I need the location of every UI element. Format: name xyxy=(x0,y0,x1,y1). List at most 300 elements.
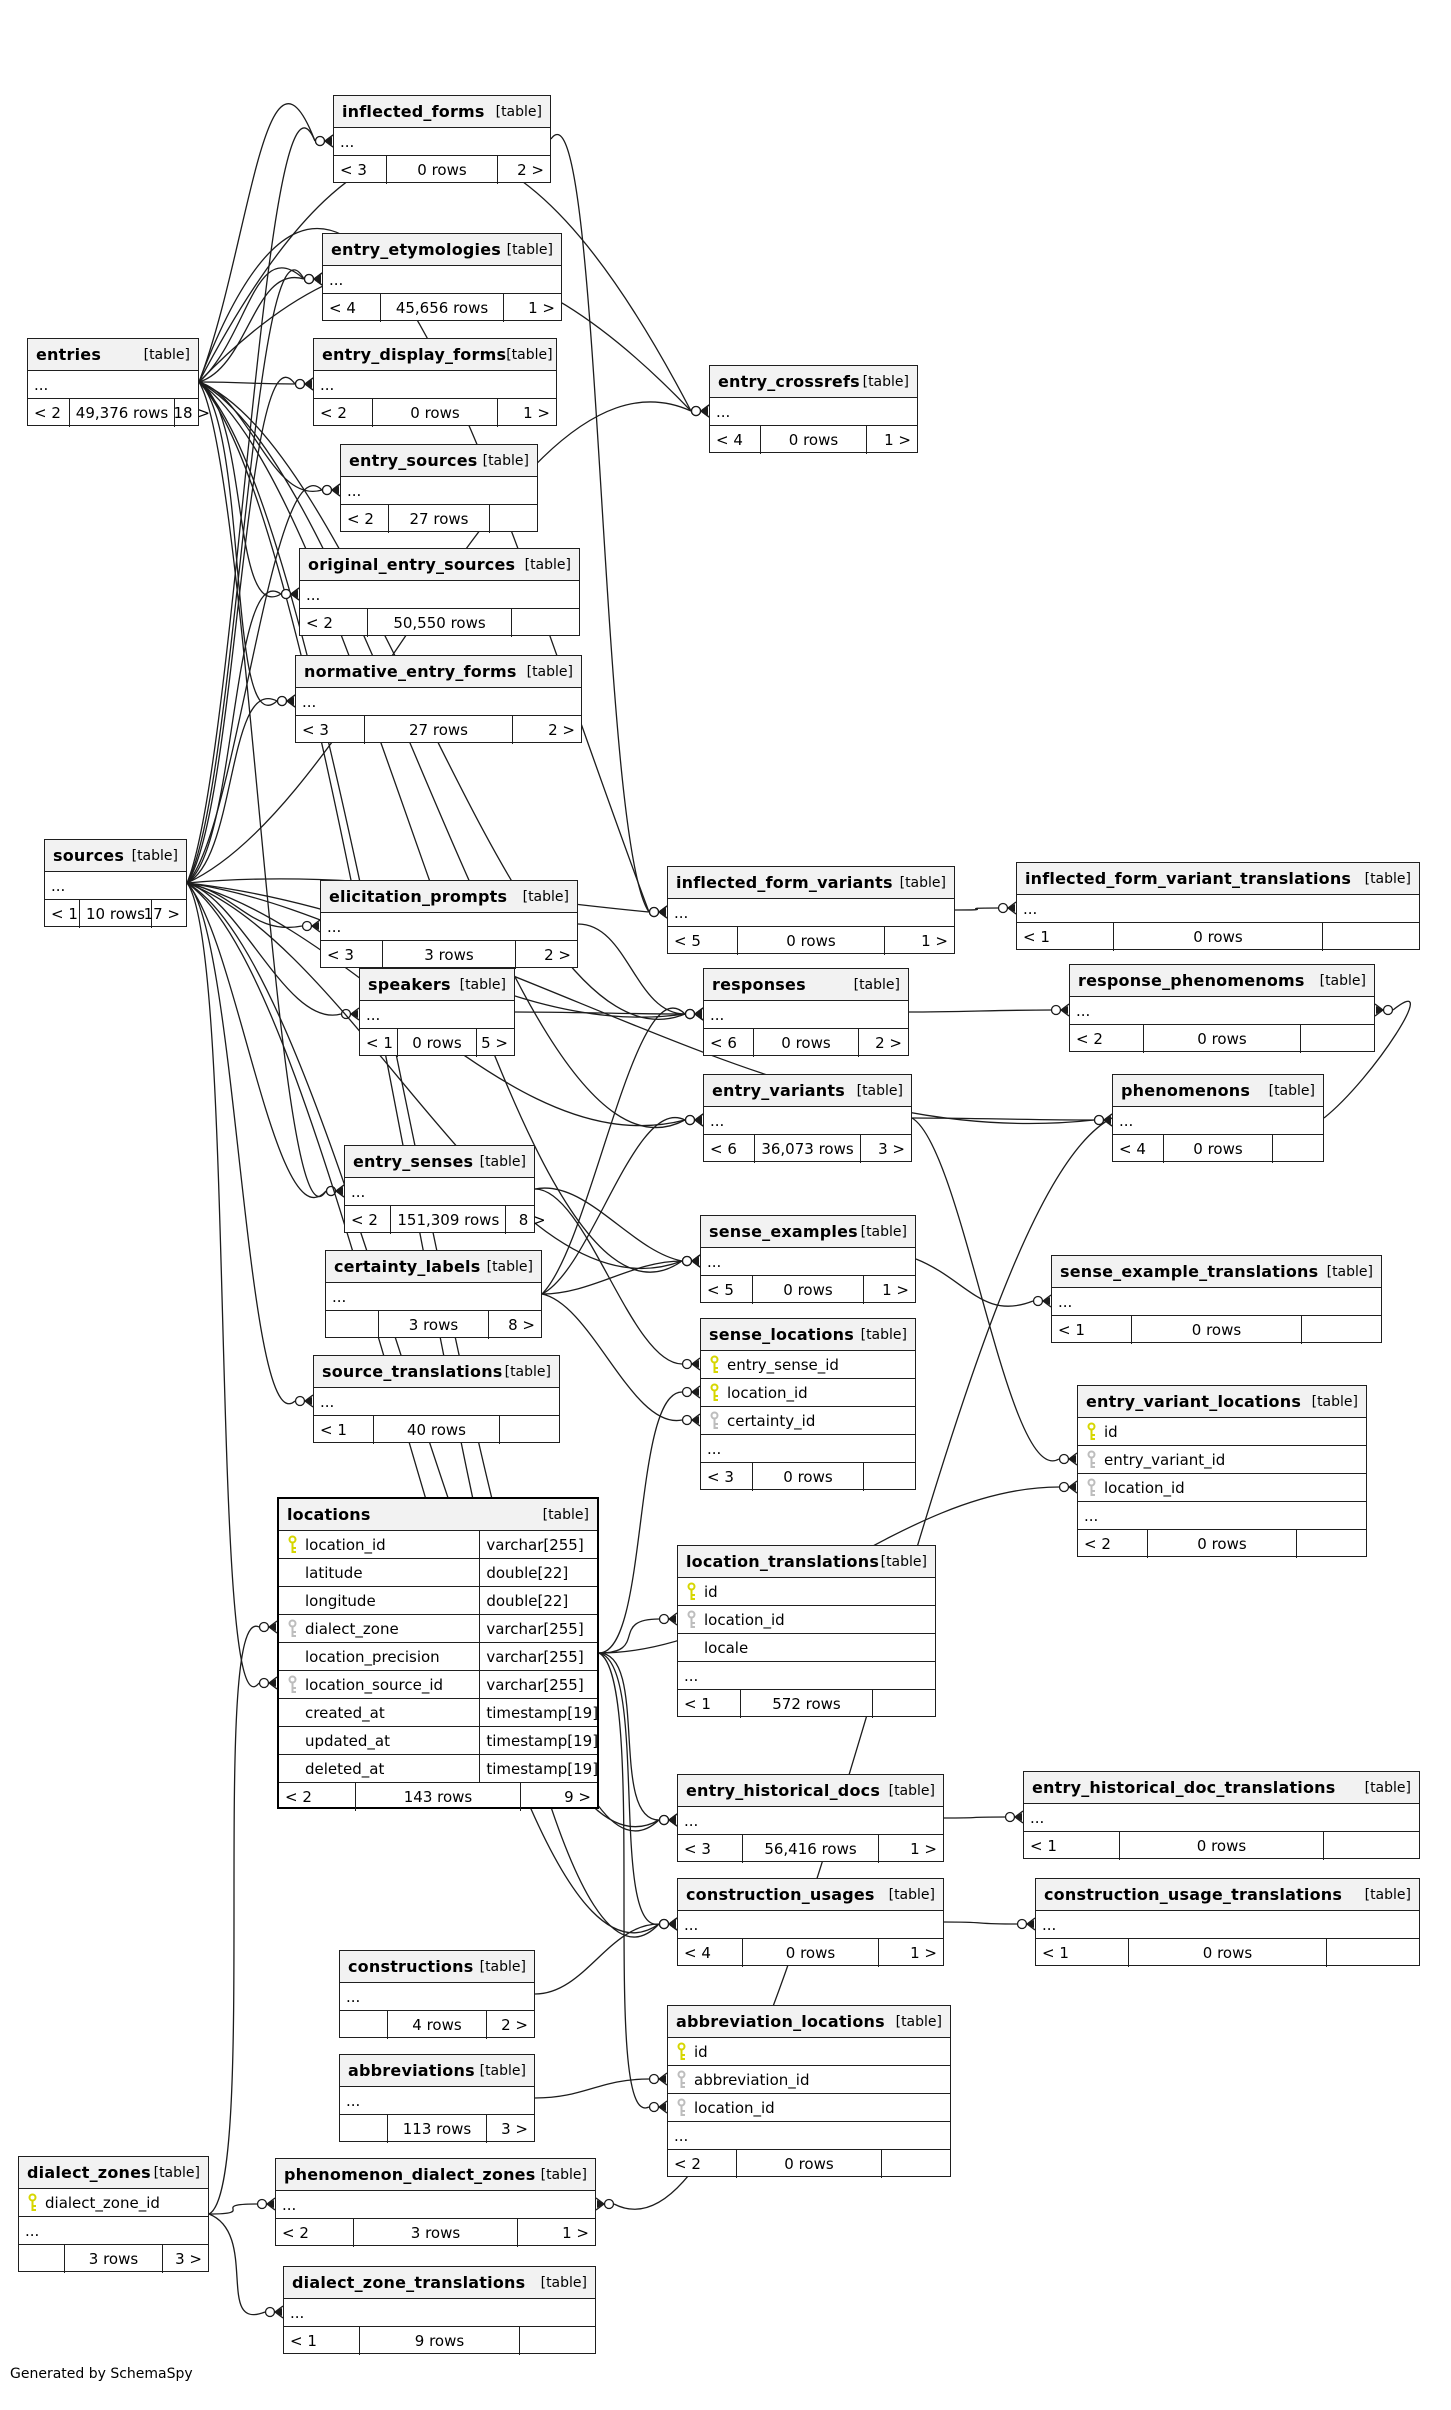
table-header xyxy=(323,234,561,266)
table-entry_historical_doc_translations[interactable] xyxy=(1023,1771,1420,1859)
row-count: 49,376 rows xyxy=(69,399,175,427)
collapsed-columns-indicator: ... xyxy=(704,1107,911,1135)
table-header xyxy=(28,339,198,371)
row-count: 0 rows xyxy=(760,426,868,454)
row-count: 10 rows xyxy=(79,900,152,928)
table-response_phenomenoms[interactable] xyxy=(1069,964,1375,1052)
parent-count xyxy=(340,2115,387,2143)
table-name[interactable]: entry_historical_docs xyxy=(686,1781,881,1800)
table-footer xyxy=(701,1276,915,1304)
child-count xyxy=(864,1463,915,1491)
table-footer xyxy=(334,156,550,184)
column-row-id xyxy=(1078,1418,1366,1446)
parent-count: < 4 xyxy=(1119,1140,1146,1158)
child-count: 3 > xyxy=(501,2120,528,2138)
column-name: location_id xyxy=(694,2098,775,2117)
parent-count: < 1 xyxy=(1058,1321,1085,1339)
table-name[interactable]: speakers xyxy=(368,975,451,994)
table-header xyxy=(1070,965,1374,997)
table-name[interactable]: original_entry_sources xyxy=(308,555,516,574)
table-tag: [table] xyxy=(143,346,190,363)
collapsed-columns-indicator: ... xyxy=(710,398,917,426)
column-name: certainty_id xyxy=(727,1411,816,1430)
relationship-edge-entries-to-normative_entry_forms xyxy=(199,382,295,707)
table-name[interactable]: responses xyxy=(712,975,806,994)
table-header xyxy=(341,445,537,477)
table-tag: [table] xyxy=(526,663,573,680)
table-name[interactable]: normative_entry_forms xyxy=(304,662,517,681)
table-name[interactable]: elicitation_prompts xyxy=(329,887,508,906)
table-tag: [table] xyxy=(862,373,909,390)
collapsed-columns-indicator: ... xyxy=(704,1001,908,1029)
column-row-certainty_id xyxy=(701,1407,915,1435)
foreign-key-icon xyxy=(686,1610,697,1630)
child-count xyxy=(1297,1530,1366,1558)
table-footer xyxy=(1113,1135,1323,1163)
table-phenomenons[interactable] xyxy=(1112,1074,1324,1162)
table-header xyxy=(1113,1075,1323,1107)
table-footer xyxy=(704,1029,908,1057)
primary-key-icon xyxy=(709,1383,720,1403)
table-footer xyxy=(323,294,561,322)
table-tag: [table] xyxy=(856,1082,903,1099)
collapsed-columns-indicator: ... xyxy=(1017,895,1419,923)
relationship-edge-dialect_zones-to-dialect_zone_translations xyxy=(209,2214,283,2318)
column-type: timestamp[19] xyxy=(479,1699,597,1726)
table-tag: [table] xyxy=(1319,972,1366,989)
row-count: 151,309 rows xyxy=(390,1206,506,1234)
table-name[interactable]: abbreviation_locations xyxy=(676,2012,885,2031)
table-name[interactable]: entry_etymologies xyxy=(331,240,501,259)
table-name[interactable]: response_phenomenoms xyxy=(1078,971,1305,990)
table-header xyxy=(1017,863,1419,895)
row-count: 0 rows xyxy=(1113,923,1322,951)
table-name[interactable]: entries xyxy=(36,345,102,364)
table-entry_senses[interactable] xyxy=(344,1145,546,1233)
table-name[interactable]: inflected_form_variants xyxy=(676,873,893,892)
table-entry_crossrefs[interactable] xyxy=(709,365,918,453)
table-name[interactable]: dialect_zones xyxy=(27,2163,151,2182)
table-tag: [table] xyxy=(899,874,946,891)
table-sources[interactable] xyxy=(44,839,187,927)
table-name[interactable]: phenomenons xyxy=(1121,1081,1251,1100)
table-tag: [table] xyxy=(495,103,542,120)
table-header xyxy=(678,1775,943,1807)
primary-key-icon xyxy=(27,2193,38,2213)
row-count: 0 rows xyxy=(736,2150,883,2178)
table-footer xyxy=(321,941,577,969)
row-count: 3 rows xyxy=(382,941,515,969)
child-count: 17 > xyxy=(143,905,180,923)
column-name: id xyxy=(704,1582,718,1601)
table-tag: [table] xyxy=(479,1958,526,1975)
table-footer xyxy=(296,716,581,744)
collapsed-columns-indicator: ... xyxy=(340,2087,534,2115)
collapsed-columns-indicator: ... xyxy=(701,1435,915,1463)
table-footer xyxy=(276,2219,595,2247)
relationship-edge-abbreviations-to-abbreviation_locations xyxy=(535,2073,667,2098)
table-entry_variants[interactable] xyxy=(703,1074,912,1162)
parent-count: < 2 xyxy=(34,404,61,422)
relationship-edge-entry_historical_docs-to-entry_historical_doc_translations xyxy=(944,1811,1023,1823)
parent-count: < 3 xyxy=(707,1468,734,1486)
table-header xyxy=(1036,1879,1419,1911)
table-name[interactable]: inflected_form_variant_translations xyxy=(1025,869,1352,888)
table-inflected_form_variants[interactable] xyxy=(667,866,955,954)
child-count: 5 > xyxy=(481,1034,508,1052)
table-header xyxy=(314,1356,559,1388)
foreign-key-icon xyxy=(676,2070,687,2090)
column-row-id xyxy=(678,1578,935,1606)
row-count: 0 rows xyxy=(1163,1135,1272,1163)
table-footer xyxy=(45,900,186,928)
parent-count: < 3 xyxy=(327,946,354,964)
collapsed-columns-indicator: ... xyxy=(321,913,577,941)
column-name: entry_sense_id xyxy=(727,1355,839,1374)
collapsed-columns-indicator: ... xyxy=(314,1388,559,1416)
column-type: varchar[255] xyxy=(479,1615,597,1642)
table-name[interactable]: phenomenon_dialect_zones xyxy=(284,2165,536,2184)
table-footer xyxy=(326,1311,541,1339)
table-header xyxy=(1078,1386,1366,1418)
table-name[interactable]: location_translations xyxy=(686,1552,880,1571)
collapsed-columns-indicator: ... xyxy=(323,266,561,294)
table-entry_historical_docs[interactable] xyxy=(677,1774,944,1862)
table-dialect_zones[interactable] xyxy=(18,2156,209,2272)
collapsed-columns-indicator: ... xyxy=(300,581,579,609)
collapsed-columns-indicator: ... xyxy=(284,2299,595,2327)
table-tag: [table] xyxy=(522,888,569,905)
table-name[interactable]: constructions xyxy=(348,1957,474,1976)
table-name[interactable]: entry_crossrefs xyxy=(718,372,860,391)
column-name: created_at xyxy=(305,1703,385,1722)
table-tag: [table] xyxy=(1326,1263,1373,1280)
relationship-edge-sources-to-elicitation_prompts xyxy=(187,883,320,932)
table-sense_locations[interactable] xyxy=(700,1318,916,1490)
parent-count xyxy=(340,2011,387,2039)
table-elicitation_prompts[interactable] xyxy=(320,880,578,968)
column-row-locale xyxy=(678,1634,935,1662)
child-count: 3 > xyxy=(878,1140,905,1158)
table-tag: [table] xyxy=(888,1886,935,1903)
table-header xyxy=(45,840,186,872)
table-dialect_zone_translations[interactable] xyxy=(283,2266,596,2354)
parent-count: < 5 xyxy=(707,1281,734,1299)
row-count: 0 rows xyxy=(1147,1530,1297,1558)
table-tag: [table] xyxy=(1364,870,1411,887)
table-sense_examples[interactable] xyxy=(700,1215,916,1303)
table-abbreviations[interactable] xyxy=(339,2054,535,2142)
table-tag: [table] xyxy=(131,847,178,864)
table-locations[interactable] xyxy=(277,1497,599,1809)
column-type: varchar[255] xyxy=(479,1643,597,1670)
table-name[interactable]: abbreviations xyxy=(348,2061,475,2080)
collapsed-columns-indicator: ... xyxy=(45,872,186,900)
table-tag: [table] xyxy=(504,1363,551,1380)
table-original_entry_sources[interactable] xyxy=(299,548,580,636)
table-header xyxy=(296,656,581,688)
table-name[interactable]: entry_historical_doc_translations xyxy=(1032,1778,1336,1797)
parent-count: < 2 xyxy=(285,1788,312,1806)
table-tag: [table] xyxy=(153,2164,200,2181)
column-row-location_id xyxy=(678,1606,935,1634)
parent-count: < 1 xyxy=(51,905,78,923)
table-entry_sources[interactable] xyxy=(340,444,538,532)
child-count: 1 > xyxy=(528,299,555,317)
table-header xyxy=(678,1879,943,1911)
table-name[interactable]: certainty_labels xyxy=(334,1257,481,1276)
table-source_translations[interactable] xyxy=(313,1355,560,1443)
table-header xyxy=(1024,1772,1419,1804)
table-name[interactable]: sense_example_translations xyxy=(1060,1262,1319,1281)
parent-count: < 1 xyxy=(366,1034,393,1052)
table-header xyxy=(279,1499,597,1531)
table-sense_example_translations[interactable] xyxy=(1051,1255,1382,1343)
table-tag: [table] xyxy=(880,1553,927,1570)
column-type: timestamp[19] xyxy=(479,1727,597,1754)
row-count: 27 rows xyxy=(388,505,490,533)
column-type: varchar[255] xyxy=(479,1671,597,1698)
table-tag: [table] xyxy=(1311,1393,1358,1410)
primary-key-icon xyxy=(709,1355,720,1375)
relationship-edge-locations-to-abbreviation_locations xyxy=(599,1653,667,2113)
table-name[interactable]: inflected_forms xyxy=(342,102,485,121)
row-count: 0 rows xyxy=(1143,1025,1301,1053)
table-header xyxy=(345,1146,534,1178)
table-entry_display_forms[interactable] xyxy=(313,338,557,426)
foreign-key-icon xyxy=(287,1619,298,1639)
child-count xyxy=(1302,1316,1381,1344)
column-row-entry_variant_id xyxy=(1078,1446,1366,1474)
table-normative_entry_forms[interactable] xyxy=(295,655,582,743)
parent-count: < 1 xyxy=(684,1695,711,1713)
table-footer xyxy=(300,609,579,637)
row-count: 3 rows xyxy=(64,2245,162,2273)
table-tag: [table] xyxy=(479,2062,526,2079)
primary-key-icon xyxy=(1086,1422,1097,1442)
table-responses[interactable] xyxy=(703,968,909,1056)
parent-count: < 1 xyxy=(290,2332,317,2350)
parent-count: < 2 xyxy=(282,2224,309,2242)
table-footer xyxy=(360,1029,514,1057)
table-name[interactable]: entry_sources xyxy=(349,451,478,470)
row-count: 572 rows xyxy=(740,1690,874,1718)
collapsed-columns-indicator: ... xyxy=(678,1911,943,1939)
row-count: 3 rows xyxy=(353,2219,519,2247)
table-certainty_labels[interactable] xyxy=(325,1250,542,1338)
table-tag: [table] xyxy=(1364,1886,1411,1903)
table-construction_usage_translations[interactable] xyxy=(1035,1878,1420,1966)
parent-count: < 4 xyxy=(329,299,356,317)
column-row-location_precision xyxy=(279,1643,597,1671)
collapsed-columns-indicator: ... xyxy=(314,371,556,399)
column-row-entry_sense_id xyxy=(701,1351,915,1379)
column-row-dialect_zone_id xyxy=(19,2189,208,2217)
table-footer xyxy=(678,1939,943,1967)
table-name[interactable]: locations xyxy=(287,1505,371,1524)
table-footer xyxy=(284,2327,595,2355)
table-phenomenon_dialect_zones[interactable] xyxy=(275,2158,596,2246)
relationship-edge-entry_variants-to-phenomenons xyxy=(912,1114,1112,1126)
collapsed-columns-indicator: ... xyxy=(341,477,537,505)
collapsed-columns-indicator: ... xyxy=(340,1983,534,2011)
collapsed-columns-indicator: ... xyxy=(345,1178,534,1206)
collapsed-columns-indicator: ... xyxy=(1024,1804,1419,1832)
column-name: location_id xyxy=(305,1535,386,1554)
table-tag: [table] xyxy=(482,452,529,469)
table-constructions[interactable] xyxy=(339,1950,535,2038)
relationship-edge-inflected_form_variants-to-inflected_form_variant_translations xyxy=(955,902,1016,914)
table-footer xyxy=(668,927,954,955)
table-tag: [table] xyxy=(888,1782,935,1799)
table-name[interactable]: entry_senses xyxy=(353,1152,474,1171)
relationship-edge-certainty_labels-to-responses xyxy=(542,1008,703,1294)
table-name[interactable]: entry_display_forms xyxy=(322,345,507,364)
table-entries[interactable] xyxy=(27,338,210,426)
table-location_translations[interactable] xyxy=(677,1545,936,1717)
row-count: 143 rows xyxy=(355,1783,520,1811)
relationship-edge-construction_usages-to-construction_usage_translations xyxy=(944,1918,1035,1930)
column-row-created_at xyxy=(279,1699,597,1727)
table-header xyxy=(284,2267,595,2299)
row-count: 113 rows xyxy=(387,2115,488,2143)
parent-count: < 5 xyxy=(674,932,701,950)
row-count: 0 rows xyxy=(386,156,498,184)
table-name[interactable]: sense_examples xyxy=(709,1222,858,1241)
table-header xyxy=(19,2157,208,2189)
table-inflected_forms[interactable] xyxy=(333,95,551,183)
generator-note: Generated by SchemaSpy xyxy=(10,2366,193,2382)
column-name: location_precision xyxy=(305,1647,440,1666)
column-row-abbreviation_id xyxy=(668,2066,950,2094)
table-tag: [table] xyxy=(860,1326,907,1343)
parent-count: < 3 xyxy=(302,721,329,739)
table-name[interactable]: entry_variants xyxy=(712,1081,845,1100)
column-name: longitude xyxy=(305,1591,376,1610)
table-footer xyxy=(1078,1530,1366,1558)
table-name[interactable]: source_translations xyxy=(322,1362,503,1381)
column-row-location_id xyxy=(1078,1474,1366,1502)
primary-key-icon xyxy=(686,1582,697,1602)
table-entry_etymologies[interactable] xyxy=(322,233,562,321)
table-tag: [table] xyxy=(486,1258,533,1275)
column-type: double[22] xyxy=(479,1559,597,1586)
collapsed-columns-indicator: ... xyxy=(1036,1911,1419,1939)
collapsed-columns-indicator: ... xyxy=(1070,997,1374,1025)
column-name: dialect_zone_id xyxy=(45,2193,160,2212)
table-header xyxy=(300,549,579,581)
collapsed-columns-indicator: ... xyxy=(701,1248,915,1276)
table-footer xyxy=(19,2245,208,2273)
table-inflected_form_variant_translations[interactable] xyxy=(1016,862,1420,950)
table-name[interactable]: entry_variant_locations xyxy=(1086,1392,1302,1411)
relationship-edge-entry_senses-to-sense_examples xyxy=(535,1188,700,1267)
foreign-key-icon xyxy=(1086,1450,1097,1470)
parent-count: < 1 xyxy=(320,1421,347,1439)
child-count xyxy=(1324,1832,1419,1860)
child-count xyxy=(1327,1939,1419,1967)
child-count xyxy=(490,505,537,533)
column-row-dialect_zone xyxy=(279,1615,597,1643)
table-speakers[interactable] xyxy=(359,968,515,1056)
parent-count: < 2 xyxy=(1084,1535,1111,1553)
row-count: 50,550 rows xyxy=(367,609,512,637)
collapsed-columns-indicator: ... xyxy=(296,688,581,716)
column-row-location_id xyxy=(668,2094,950,2122)
child-count: 1 > xyxy=(921,932,948,950)
table-tag: [table] xyxy=(524,556,571,573)
foreign-key-icon xyxy=(287,1675,298,1695)
table-construction_usages[interactable] xyxy=(677,1878,944,1966)
child-count: 1 > xyxy=(882,1281,909,1299)
column-name: abbreviation_id xyxy=(694,2070,810,2089)
column-name: locale xyxy=(704,1638,749,1657)
primary-key-icon xyxy=(676,2042,687,2062)
table-header xyxy=(334,96,550,128)
column-name: dialect_zone xyxy=(305,1619,399,1638)
table-name[interactable]: sense_locations xyxy=(709,1325,854,1344)
parent-count: < 2 xyxy=(306,614,333,632)
table-name[interactable]: construction_usage_translations xyxy=(1044,1885,1343,1904)
row-count: 0 rows xyxy=(372,399,498,427)
relationship-edge-sources-to-locations xyxy=(187,883,277,1689)
table-header xyxy=(704,1075,911,1107)
column-name: latitude xyxy=(305,1563,363,1582)
child-count: 1 > xyxy=(562,2224,589,2242)
column-name: location_id xyxy=(704,1610,785,1629)
row-count: 3 rows xyxy=(378,1311,490,1339)
table-tag: [table] xyxy=(506,346,553,363)
child-count xyxy=(520,2327,595,2355)
row-count: 0 rows xyxy=(1119,1832,1324,1860)
table-header xyxy=(340,1951,534,1983)
relationship-edge-dialect_zones-to-phenomenon_dialect_zones xyxy=(209,2198,275,2214)
table-tag: [table] xyxy=(479,1153,526,1170)
row-count: 0 rows xyxy=(1131,1316,1302,1344)
table-name[interactable]: sources xyxy=(53,846,125,865)
row-count: 0 rows xyxy=(752,1463,863,1491)
child-count: 1 > xyxy=(884,431,911,449)
table-abbreviation_locations[interactable] xyxy=(667,2005,951,2177)
table-header xyxy=(678,1546,935,1578)
child-count xyxy=(512,609,579,637)
child-count: 8 > xyxy=(518,1211,546,1229)
row-count: 4 rows xyxy=(387,2011,488,2039)
table-header xyxy=(340,2055,534,2087)
table-footer xyxy=(668,2150,950,2178)
child-count: 1 > xyxy=(910,1840,937,1858)
child-count xyxy=(500,1416,559,1444)
table-footer xyxy=(701,1463,915,1491)
child-count: 3 > xyxy=(175,2250,202,2268)
parent-count xyxy=(326,1311,378,1339)
child-count xyxy=(873,1690,935,1718)
table-name[interactable]: dialect_zone_translations xyxy=(292,2273,526,2292)
collapsed-columns-indicator: ... xyxy=(678,1662,935,1690)
table-header xyxy=(704,969,908,1001)
table-footer xyxy=(1052,1316,1381,1344)
collapsed-columns-indicator: ... xyxy=(668,899,954,927)
table-name[interactable]: construction_usages xyxy=(686,1885,875,1904)
parent-count: < 4 xyxy=(684,1944,711,1962)
parent-count: < 6 xyxy=(710,1034,737,1052)
table-footer xyxy=(314,1416,559,1444)
table-entry_variant_locations[interactable] xyxy=(1077,1385,1367,1557)
column-row-location_id xyxy=(279,1531,597,1559)
table-footer xyxy=(1070,1025,1374,1053)
column-type: timestamp[19] xyxy=(479,1755,597,1782)
table-header xyxy=(701,1216,915,1248)
